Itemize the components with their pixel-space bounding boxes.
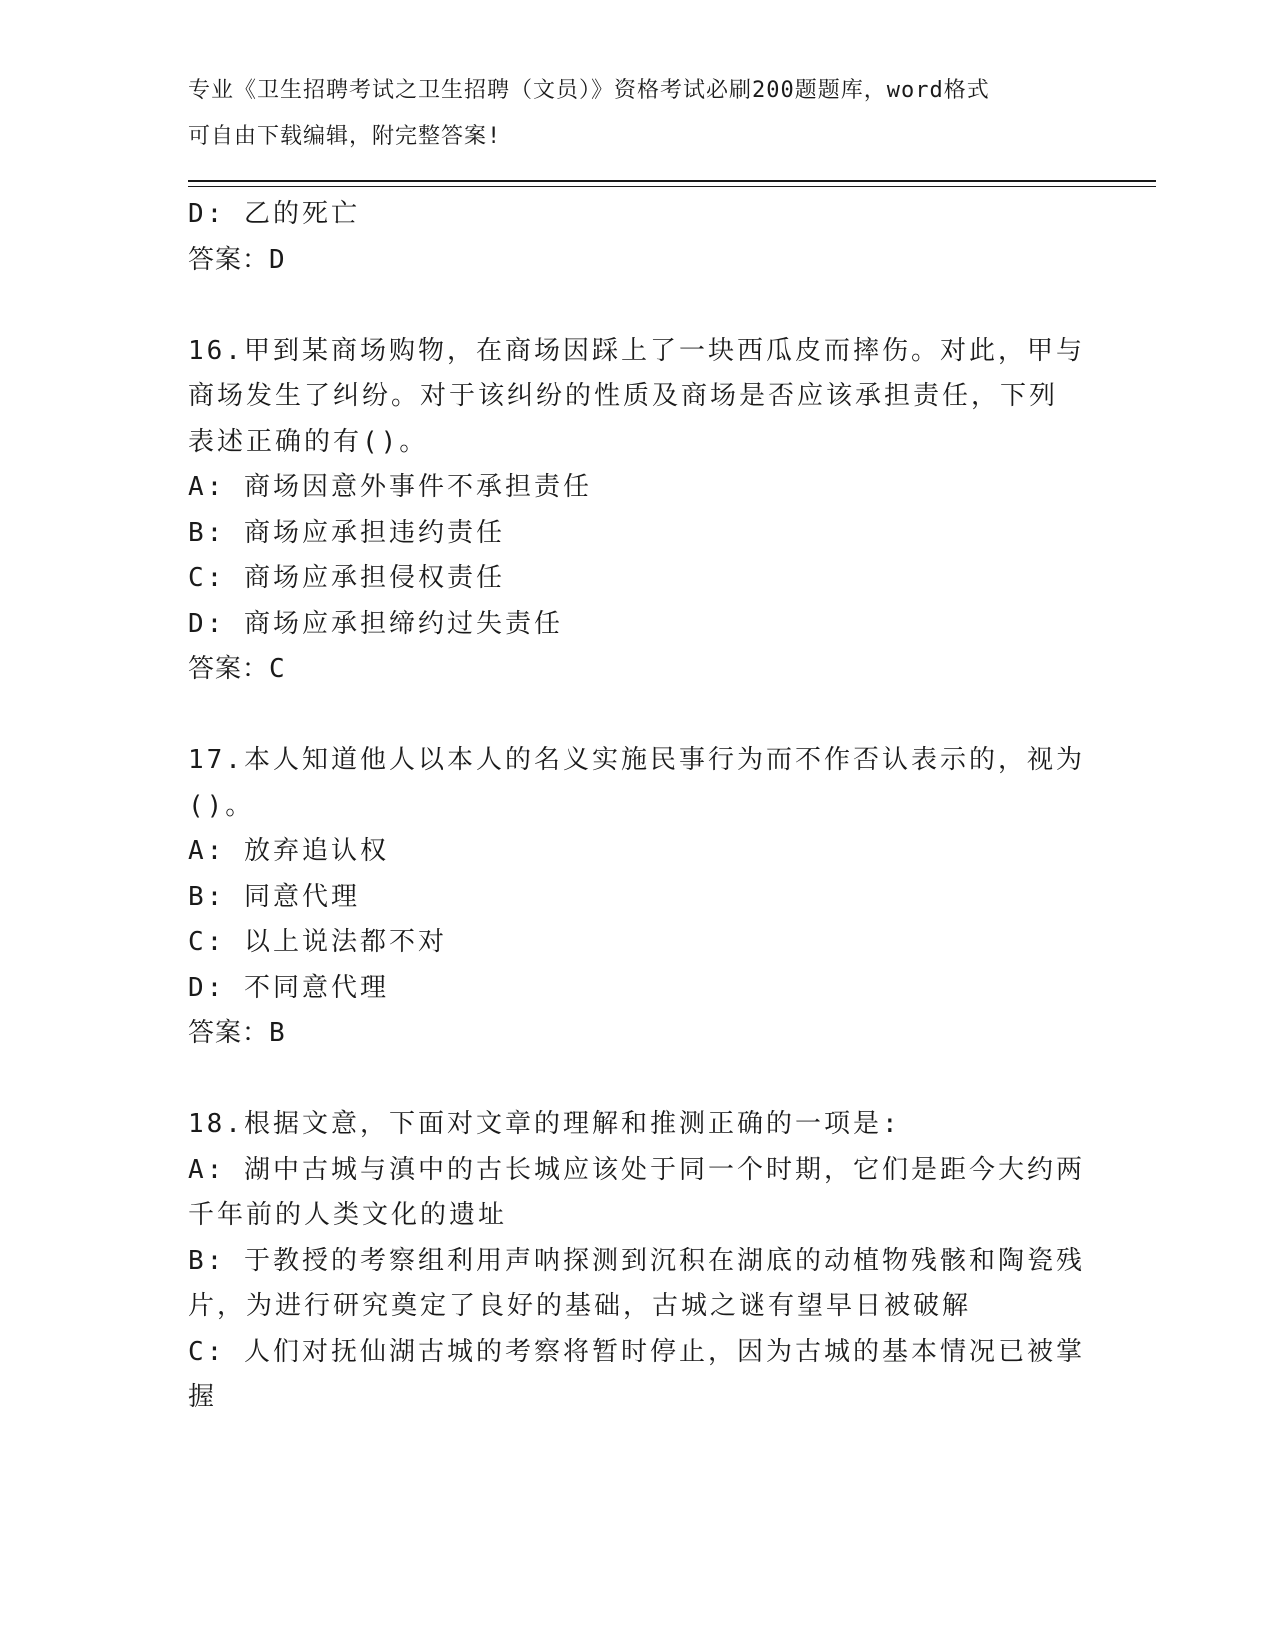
q17-stem-line-2: ()。 bbox=[188, 790, 255, 821]
q18-stem-line-1: 18.根据文意，下面对文章的理解和推测正确的一项是: bbox=[188, 1109, 901, 1139]
q16-answer: 答案：C bbox=[188, 654, 286, 684]
q16-option-d: D: 商场应承担缔约过失责任 bbox=[188, 608, 563, 639]
spacer bbox=[188, 283, 1088, 329]
q17-answer: 答案：B bbox=[188, 1018, 286, 1048]
q17-option-b: B: 同意代理 bbox=[188, 881, 360, 912]
q15-answer: 答案：D bbox=[188, 244, 286, 275]
q17-stem-line-1: 17.本人知道他人以本人的名义实施民事行为而不作否认表示的，视为 bbox=[188, 745, 1085, 775]
document-body bbox=[188, 192, 1088, 1421]
spacer bbox=[188, 693, 1088, 739]
q16-option-a: A: 商场因意外事件不承担责任 bbox=[188, 472, 592, 502]
header-rule-thin bbox=[188, 186, 1156, 187]
q15-option-d: D: 乙的死亡 bbox=[188, 199, 360, 229]
question-17 bbox=[188, 738, 1088, 1057]
header-line-1: 专业《卫生招聘考试之卫生招聘（文员）》资格考试必刷200题题库，word格式 bbox=[188, 78, 990, 103]
header-rule-thick bbox=[188, 180, 1156, 182]
header-line-2: 可自由下载编辑，附完整答案! bbox=[188, 123, 502, 149]
q16-stem-line-2: 商场发生了纠纷。对于该纠纷的性质及商场是否应该承担责任，下列 bbox=[188, 381, 1059, 411]
q18-option-c-line-1: C: 人们对抚仙湖古城的考察将暂时停止，因为古城的基本情况已被掌 bbox=[188, 1336, 1085, 1367]
q17-option-a: A: 放弃追认权 bbox=[188, 836, 389, 866]
question-15 bbox=[188, 192, 1088, 283]
page-header bbox=[188, 74, 1068, 165]
question-18 bbox=[188, 1102, 1088, 1421]
question-16 bbox=[188, 329, 1088, 693]
spacer bbox=[188, 1057, 1088, 1103]
q16-stem-line-1: 16.甲到某商场购物，在商场因踩上了一块西瓜皮而摔伤。对此，甲与 bbox=[188, 335, 1085, 366]
q18-option-c-line-2: 握 bbox=[188, 1382, 218, 1412]
q17-option-d: D: 不同意代理 bbox=[188, 972, 389, 1003]
q18-option-a-line-1: A: 湖中古城与滇中的古长城应该处于同一个时期，它们是距今大约两 bbox=[188, 1154, 1085, 1185]
q18-option-b-line-1: B: 于教授的考察组利用声呐探测到沉积在湖底的动植物残骸和陶瓷残 bbox=[188, 1245, 1085, 1276]
q18-option-a-line-2: 千年前的人类文化的遗址 bbox=[188, 1200, 508, 1230]
q16-stem-line-3: 表述正确的有()。 bbox=[188, 426, 429, 457]
q18-option-b-line-2: 片，为进行研究奠定了良好的基础，古城之谜有望早日被破解 bbox=[188, 1291, 972, 1321]
q16-option-b: B: 商场应承担违约责任 bbox=[188, 517, 505, 548]
q17-option-c: C: 以上说法都不对 bbox=[188, 927, 447, 957]
q16-option-c: C: 商场应承担侵权责任 bbox=[188, 563, 505, 593]
